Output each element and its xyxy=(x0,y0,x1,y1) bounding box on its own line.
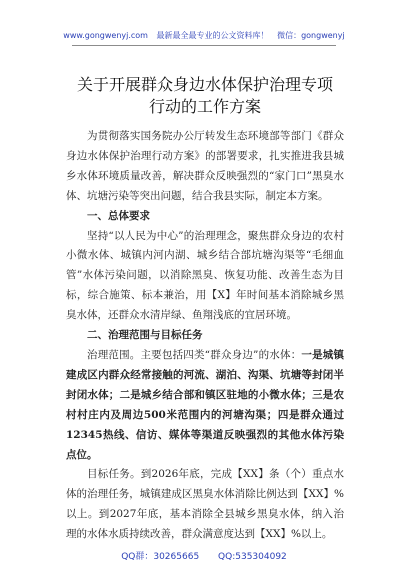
scope-paragraph xyxy=(66,346,344,465)
footer-qq: QQ:535304092 xyxy=(218,552,287,562)
scope-bold-text: 一是城镇建成区内群众经常接触的河流、湖泊、沟渠、坑塘等封闭半封闭水体；二是城乡结合部和镇区驻地的小微水体；三是农村村庄内及周边500米范围内的河塘沟渠；四是群众通过12345热线、信访、媒体等渠道反映强烈的其他水体污染点位。 xyxy=(66,348,345,461)
site-slogan: 最新最全最专业的公文资料库！ xyxy=(156,31,269,40)
document-title: 关于开展群众身边水体保护治理专项行动的工作方案 xyxy=(76,75,333,116)
intro-paragraph: 为贯彻落实国务院办公厅转发生态环境部等部门《群众身边水体保护治理行动方案》的部署要求，扎实推进我县城乡水体环境质量改善，解决群众反映强烈的“家门口”黑臭水体、坑塘污染等突出问题，结合我县实际，制定本方案。 xyxy=(66,130,344,202)
scope-lead: 治理范围。主要包括四类“群众身边”的水体： xyxy=(87,348,302,361)
section-heading-scope: 二、治理范围与目标任务 xyxy=(87,329,203,342)
section-heading-general: 一、总体要求 xyxy=(87,209,150,222)
wechat-id: 微信：gongwenyj xyxy=(277,31,345,40)
document-body xyxy=(66,127,344,545)
general-requirements-paragraph: 坚持“以人民为中心”的治理理念，聚焦群众身边的农村小微水体、城镇内河内湖、城乡结合部坑塘沟渠等“毛细血管”水体污染问题，以消除黑臭、恢复功能、改善生态为目标，综合施策、标本兼治，用【X】年时间基本消除城乡黑臭水体，还群众水清岸绿、鱼翔浅底的宜居环境。 xyxy=(66,229,344,322)
header-divider xyxy=(72,45,336,46)
targets-paragraph: 目标任务。到2026年底，完成【XX】条（个）重点水体的治理任务，城镇建成区黑臭水体消除比例达到【XX】%以上。到2027年底，基本消除全县城乡黑臭水体，纳入治理的水体水质持续改善，群众满意度达到【XX】%以上。 xyxy=(66,468,344,541)
footer-qq-group: QQ群：30265665 xyxy=(121,552,200,562)
site-url[interactable]: www.gongwenyj.com xyxy=(63,31,148,40)
page-footer xyxy=(0,549,408,562)
site-header xyxy=(0,30,408,41)
